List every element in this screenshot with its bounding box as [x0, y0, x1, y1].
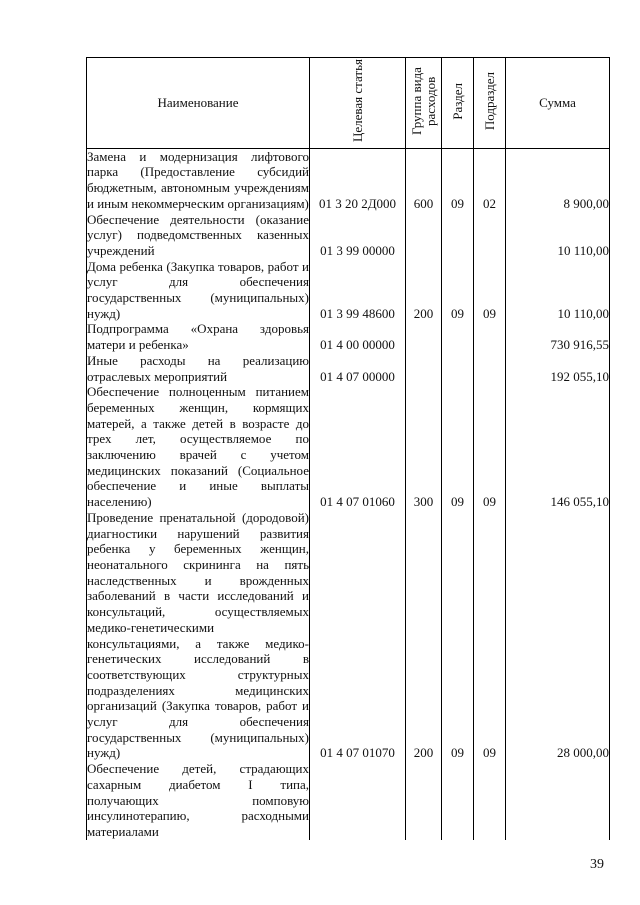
- row-section: 09: [442, 510, 474, 761]
- row-code: 01 4 00 00000: [310, 321, 406, 352]
- row-name: Проведение пренатальной (дородовой) диагностики нарушений развития ребенка у беременных женщин, неонатального скрининга на пять наследственных и врожденных заболеваний в части исследований и консультаций, осуществляемых медико-генетическими консультациями, а также медико-генетических исследований в соответствующих структурных подразделениях медицинских организаций (Закупка товаров, работ и услуг для обеспечения государственных (муниципальных) нужд): [87, 509, 309, 761]
- table-header-row: [87, 58, 610, 149]
- row-section: [442, 353, 474, 384]
- header-subsection: Подраздел: [474, 58, 506, 149]
- row-sum: 10 110,00: [506, 259, 610, 322]
- row-subsection: 02: [474, 148, 506, 211]
- row-code: [310, 761, 406, 840]
- row-sum: 28 000,00: [506, 510, 610, 761]
- table-row: [87, 353, 610, 384]
- budget-table: [86, 57, 610, 840]
- row-group: [406, 353, 442, 384]
- row-group: [406, 321, 442, 352]
- row-code: 01 3 99 48600: [310, 259, 406, 322]
- row-group: [406, 212, 442, 259]
- row-sum: 146 055,10: [506, 384, 610, 510]
- table-row: [87, 761, 610, 840]
- page-number: 39: [590, 857, 604, 872]
- row-code: 01 4 07 01060: [310, 384, 406, 510]
- row-name: Иные расходы на реализацию отраслевых мероприятий: [87, 352, 309, 384]
- table-row: [87, 259, 610, 322]
- row-group: 200: [406, 259, 442, 322]
- row-section: 09: [442, 259, 474, 322]
- table-row: [87, 510, 610, 761]
- row-code: 01 3 20 2Д000: [310, 148, 406, 211]
- row-code: 01 4 07 00000: [310, 353, 406, 384]
- row-name: Обеспечение детей, страдающих сахарным диабетом I типа, получающих помповую инсулинотерапию, расходными материалами: [87, 761, 309, 839]
- row-name: Замена и модернизация лифтового парка (Предоставление субсидий бюджетным, автономным учреждениям и иным некоммерческим организациям): [87, 148, 309, 211]
- header-sum: Сумма: [506, 58, 610, 149]
- row-sum: 192 055,10: [506, 353, 610, 384]
- row-subsection: [474, 212, 506, 259]
- row-subsection: [474, 761, 506, 840]
- row-code: 01 4 07 01070: [310, 510, 406, 761]
- table-row: [87, 212, 610, 259]
- header-target-article: Целевая статья: [310, 58, 406, 149]
- row-group: [406, 761, 442, 840]
- header-section: Раздел: [442, 58, 474, 149]
- header-name: Наименование: [87, 58, 310, 149]
- row-group: 600: [406, 148, 442, 211]
- row-subsection: [474, 353, 506, 384]
- table-row: [87, 148, 610, 211]
- row-name: Обеспечение деятельности (оказание услуг) подведомственных казенных учреждений: [87, 211, 309, 258]
- row-code: 01 3 99 00000: [310, 212, 406, 259]
- row-section: 09: [442, 384, 474, 510]
- row-section: 09: [442, 148, 474, 211]
- header-expense-group: Группа вида расходов: [406, 58, 442, 149]
- row-subsection: 09: [474, 259, 506, 322]
- row-name: Дома ребенка (Закупка товаров, работ и услуг для обеспечения государственных (муниципальных) нужд): [87, 258, 309, 321]
- table-row: [87, 321, 610, 352]
- row-group: 300: [406, 384, 442, 510]
- row-subsection: 09: [474, 384, 506, 510]
- row-name: Подпрограмма «Охрана здоровья матери и ребенка»: [87, 321, 309, 353]
- row-subsection: 09: [474, 510, 506, 761]
- row-group: 200: [406, 510, 442, 761]
- row-section: [442, 321, 474, 352]
- row-subsection: [474, 321, 506, 352]
- row-section: [442, 761, 474, 840]
- row-sum: [506, 761, 610, 840]
- row-name: Обеспечение полноценным питанием беременных женщин, кормящих матерей, а также детей в возрасте до трех лет, осуществляемое по заключению врачей с учетом медицинских показаний (Социальное обеспечение и иные выплаты населению): [87, 384, 309, 510]
- row-sum: 730 916,55: [506, 321, 610, 352]
- row-section: [442, 212, 474, 259]
- table-row: [87, 384, 610, 510]
- row-sum: 10 110,00: [506, 212, 610, 259]
- row-sum: 8 900,00: [506, 148, 610, 211]
